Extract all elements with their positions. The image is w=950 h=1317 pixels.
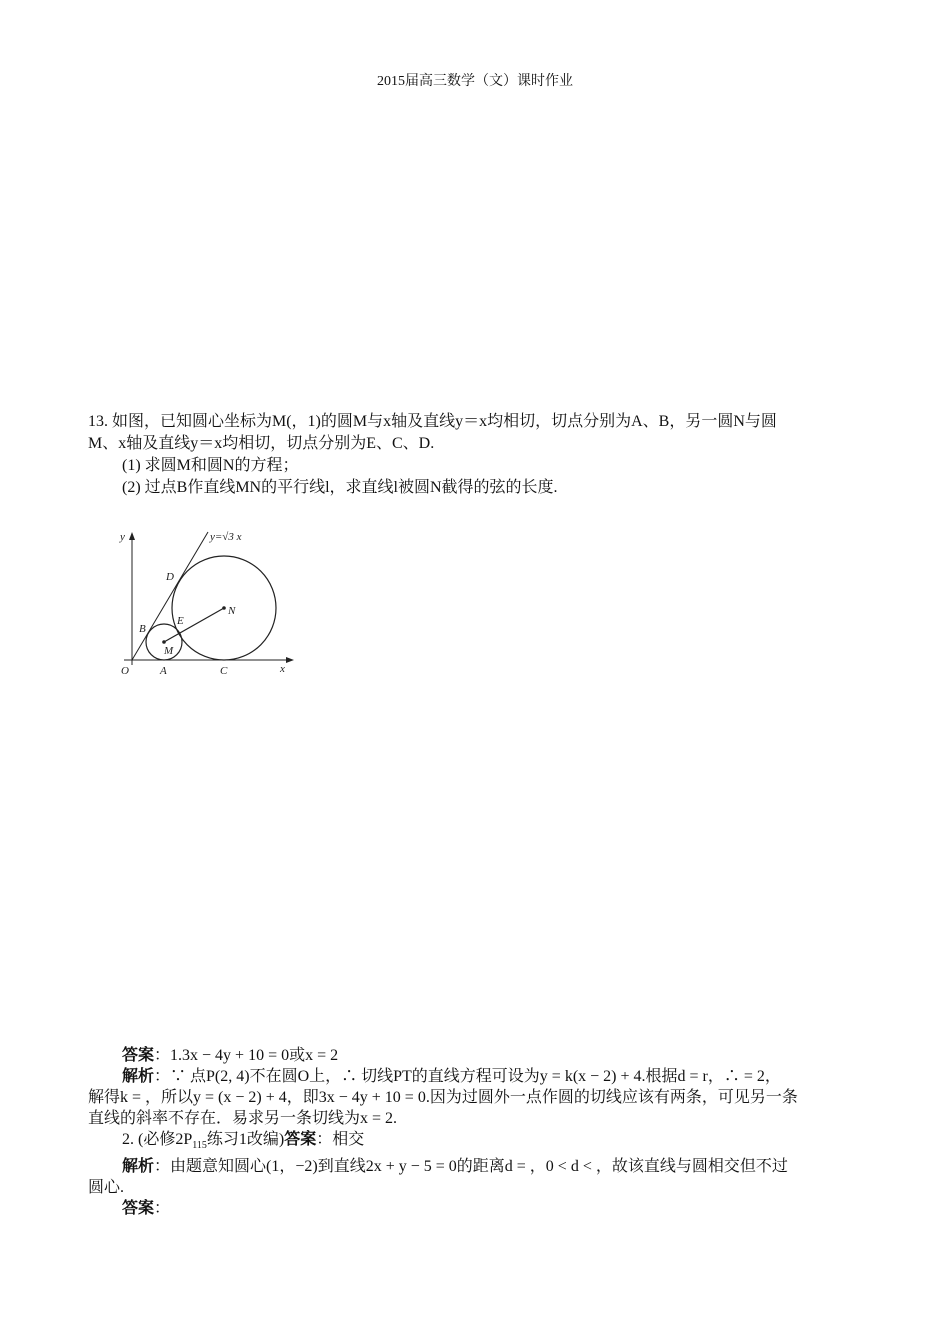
tangent-line [132,532,208,660]
solution-2-line-2: 圆心. [88,1179,125,1197]
solution-label: 解析 [122,1068,155,1085]
page-header: 2015届高三数学（文）课时作业 [377,74,573,89]
label-n: N [228,605,236,617]
problem-13 [88,411,864,499]
label-y: y [120,531,125,543]
problem-part-1: (1) 求圆M和圆N的方程； [122,457,299,474]
y-axis-arrow [129,532,135,540]
center-m-dot [162,640,166,644]
question-2-answer [88,1129,864,1156]
x-axis-arrow [286,657,294,663]
geometry-diagram [110,520,310,690]
problem-statement-line-2: M、x轴及直线y＝x均相切，切点分别为E、C、D. [88,435,435,452]
label-c: C [220,665,228,677]
label-m: M [164,645,174,657]
label-e: E [177,615,184,627]
segment-mn [164,608,224,642]
solution-label: 解析 [122,1158,155,1176]
answer-text: ：相交 [316,1131,365,1148]
solution-text: ：由题意知圆心(1，−2)到直线2x + y − 5 = 0的距离d = ，0 < d < ，故该直线与圆相交但不过 [154,1158,788,1176]
answer-text: ：1.3x − 4y + 10 = 0或x = 2 [154,1047,339,1064]
label-o: O [121,665,129,677]
label-b: B [139,623,146,635]
solution-text: ：∵ 点P(2, 4)不在圆O上，∴ 切线PT的直线方程可设为y = k(x − 2) + 4.根据d = r，∴ = 2， [154,1068,781,1085]
problem-statement-line-1: 13. 如图，已知圆心坐标为M(，1)的圆M与x轴及直线y＝x均相切，切点分别为A、B，另一圆N与圆 [88,413,777,430]
answer-1 [88,1045,864,1066]
answer-text: ： [154,1200,171,1218]
center-n-dot [222,606,226,610]
solution-1-line-1 [88,1066,864,1087]
label-d: D [166,571,174,583]
answers-section [88,1045,864,1219]
solution-1-line-2: 解得k = ，所以y = (x − 2) + 4，即3x − 4y + 10 = 0.因为过圆外一点作圆的切线应该有两条，可见另一条 [88,1089,798,1106]
answer-label: 答案 [122,1200,155,1218]
circle-figure [110,520,310,690]
solution-1-line-3: 直线的斜率不存在．易求另一条切线为x = 2. [88,1110,398,1127]
answer-label: 答案 [122,1047,155,1064]
question-2-source: 2. (必修2P [122,1131,193,1148]
label-a: A [160,665,167,677]
question-2-page-sub: 115 [192,1140,207,1152]
label-x: x [280,663,285,675]
answer-label: 答案 [284,1131,317,1148]
problem-part-2: (2) 过点B作直线MN的平行线l，求直线l被圆N截得的弦的长度. [122,479,558,496]
label-line-eq: y=√3 x [210,531,242,543]
solution-2-line-1 [88,1156,864,1177]
answer-3 [88,1198,864,1219]
question-2-source-suffix: 练习1改编) [206,1131,285,1148]
